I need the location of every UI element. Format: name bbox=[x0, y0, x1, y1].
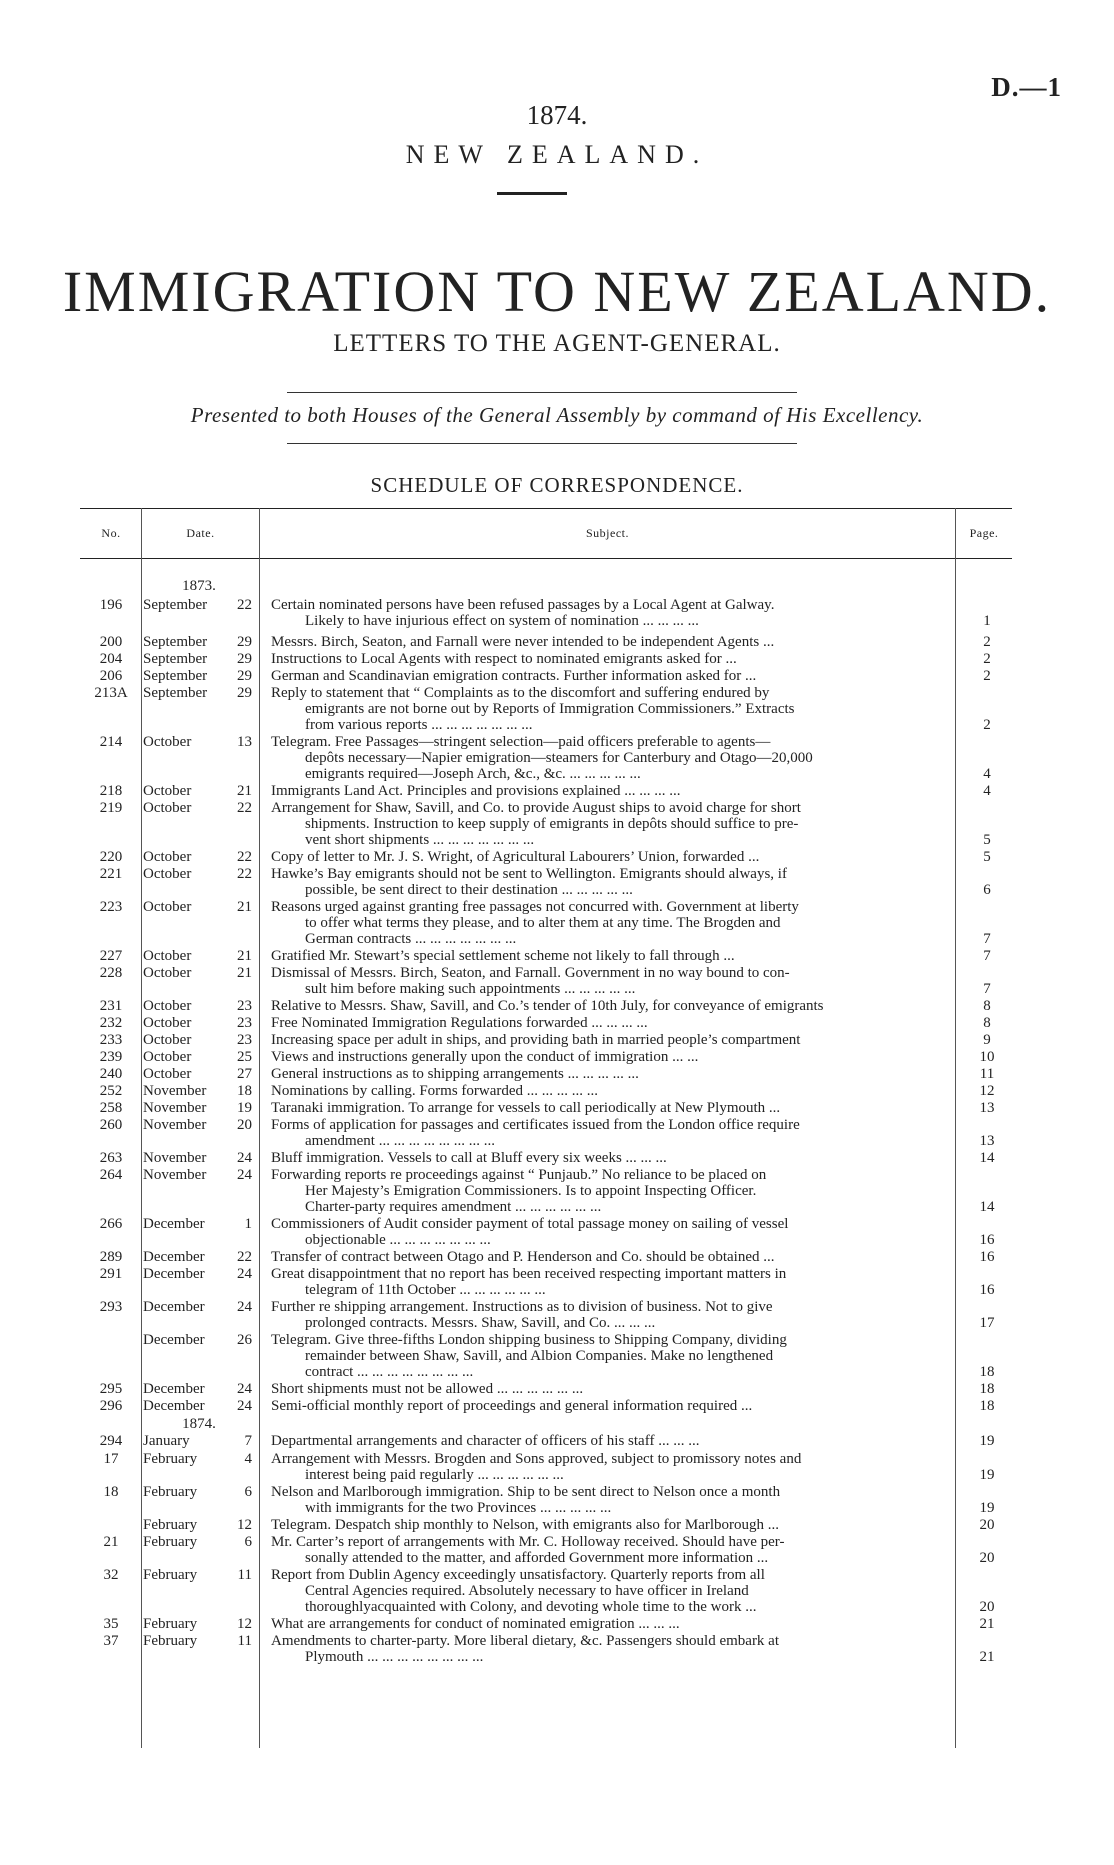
date-day: 22 bbox=[237, 849, 252, 865]
column-divider bbox=[259, 508, 260, 1748]
subject-line: Immigrants Land Act. Principles and provisions explained ... ... ... ... bbox=[271, 783, 681, 799]
date-month: October bbox=[143, 783, 192, 799]
subject-line: objectionable ... ... ... ... ... ... ... bbox=[305, 1232, 491, 1248]
letter-number: 223 bbox=[99, 899, 123, 915]
page-number: 5 bbox=[983, 849, 991, 865]
subject-line: Relative to Messrs. Shaw, Savill, and Co.’s tender of 10th July, for conveyance of emigrants bbox=[271, 998, 824, 1014]
subject bbox=[271, 1433, 947, 1449]
subject bbox=[271, 1049, 947, 1065]
letter-number: 263 bbox=[99, 1150, 123, 1166]
subject-line: Taranaki immigration. To arrange for vessels to call periodically at New Plymouth ... bbox=[271, 1100, 781, 1116]
letter-number: 206 bbox=[99, 668, 123, 684]
letter-number: 296 bbox=[99, 1398, 123, 1414]
page-number: 9 bbox=[983, 1032, 991, 1048]
subject bbox=[271, 1117, 947, 1149]
page-number: 21 bbox=[979, 1616, 995, 1632]
page-number: 18 bbox=[979, 1398, 995, 1414]
letter-number: 258 bbox=[99, 1100, 123, 1116]
page-number: 16 bbox=[979, 1282, 995, 1298]
page-number: 20 bbox=[979, 1550, 995, 1566]
subject-line: to offer what terms they please, and to alter them at any time. The Brogden and bbox=[305, 915, 781, 931]
date-month: October bbox=[143, 899, 192, 915]
date-month: December bbox=[143, 1216, 205, 1232]
subject bbox=[271, 1032, 947, 1048]
subject-line: Bluff immigration. Vessels to call at Bluff every six weeks ... ... ... bbox=[271, 1150, 667, 1166]
subject-line: remainder between Shaw, Savill, and Albion Companies. Make no lengthened bbox=[305, 1348, 774, 1364]
subject-line: telegram of 11th October ... ... ... ... ... ... bbox=[305, 1282, 546, 1298]
date-month: December bbox=[143, 1266, 205, 1282]
subject-line: Departmental arrangements and character of officers of his staff ... ... ... bbox=[271, 1433, 700, 1449]
table-header-rule bbox=[80, 558, 1012, 559]
date-day: 20 bbox=[237, 1117, 252, 1133]
subject-line: Increasing space per adult in ships, and providing bath in married people’s compartment bbox=[271, 1032, 801, 1048]
subject-line: depôts necessary—Napier emigration—steamers for Canterbury and Otago—20,000 bbox=[305, 750, 813, 766]
subject bbox=[271, 1066, 947, 1082]
subject bbox=[271, 948, 947, 964]
letter-number: 289 bbox=[99, 1249, 123, 1265]
subject-line: Report from Dublin Agency exceedingly unsatisfactory. Quarterly reports from all bbox=[271, 1567, 765, 1583]
page-number: 7 bbox=[983, 948, 991, 964]
letter-number: 214 bbox=[99, 734, 123, 750]
year-label: 1873. bbox=[182, 578, 216, 594]
date-day: 24 bbox=[237, 1299, 252, 1315]
subject-line: Transfer of contract between Otago and P. Henderson and Co. should be obtained ... bbox=[271, 1249, 775, 1265]
subject-line: possible, be sent direct to their destination ... ... ... ... ... bbox=[305, 882, 633, 898]
subject-line: German and Scandinavian emigration contracts. Further information asked for ... bbox=[271, 668, 757, 684]
date-month: September bbox=[143, 597, 208, 613]
subject bbox=[271, 685, 947, 733]
date-day: 24 bbox=[237, 1150, 252, 1166]
date-day: 27 bbox=[237, 1066, 252, 1082]
subject bbox=[271, 1266, 947, 1298]
subject bbox=[271, 783, 947, 799]
subject-line: amendment ... ... ... ... ... ... ... ... bbox=[305, 1133, 495, 1149]
letter-number: 239 bbox=[99, 1049, 123, 1065]
letter-number: 220 bbox=[99, 849, 123, 865]
date-day: 12 bbox=[237, 1616, 252, 1632]
subject-line: Nelson and Marlborough immigration. Ship to be sent direct to Nelson once a month bbox=[271, 1484, 781, 1500]
date-month: November bbox=[143, 1117, 207, 1133]
short-rule bbox=[497, 192, 567, 195]
date-day: 24 bbox=[237, 1167, 252, 1183]
subject bbox=[271, 1216, 947, 1248]
subject-line: prolonged contracts. Messrs. Shaw, Savill, and Co. ... ... ... bbox=[305, 1315, 656, 1331]
subject-line: Free Nominated Immigration Regulations forwarded ... ... ... ... bbox=[271, 1015, 648, 1031]
subject-line: with immigrants for the two Provinces ... ... ... ... ... bbox=[305, 1500, 612, 1516]
subject-line: Telegram. Free Passages—stringent selection—paid officers preferable to agents— bbox=[271, 734, 771, 750]
subject-line: Mr. Carter’s report of arrangements with Mr. C. Holloway received. Should have per- bbox=[271, 1534, 785, 1550]
date-month: September bbox=[143, 634, 208, 650]
letter-number: 233 bbox=[99, 1032, 123, 1048]
date-day: 23 bbox=[237, 1015, 252, 1031]
letter-number: 264 bbox=[99, 1167, 123, 1183]
subject-line: Gratified Mr. Stewart’s special settlement scheme not likely to fall through ... bbox=[271, 948, 735, 964]
subject-line: contract ... ... ... ... ... ... ... ... bbox=[305, 1364, 474, 1380]
letter-number: 252 bbox=[99, 1083, 123, 1099]
page-number: 2 bbox=[983, 634, 991, 650]
subject bbox=[271, 1299, 947, 1331]
subject-line: Plymouth ... ... ... ... ... ... ... ... bbox=[305, 1649, 484, 1665]
letter-number: 196 bbox=[99, 597, 123, 613]
subject-line: shipments. Instruction to keep supply of emigrants in depôts should suffice to pre- bbox=[305, 816, 799, 832]
letter-number: 293 bbox=[99, 1299, 123, 1315]
date-day: 25 bbox=[237, 1049, 252, 1065]
page-number: 1 bbox=[983, 613, 991, 629]
letter-number: 295 bbox=[99, 1381, 123, 1397]
page-number: 2 bbox=[983, 651, 991, 667]
date-month: October bbox=[143, 1015, 192, 1031]
date-month: December bbox=[143, 1249, 205, 1265]
date-month: October bbox=[143, 965, 192, 981]
subject-line: Copy of letter to Mr. J. S. Wright, of Agricultural Labourers’ Union, forwarded ... bbox=[271, 849, 760, 865]
page-number: 18 bbox=[979, 1364, 995, 1380]
page-number: 14 bbox=[979, 1199, 995, 1215]
page-number: 17 bbox=[979, 1315, 995, 1331]
page-number: 2 bbox=[983, 668, 991, 684]
date-month: November bbox=[143, 1167, 207, 1183]
letter-number: 204 bbox=[99, 651, 123, 667]
subject bbox=[271, 998, 947, 1014]
date-day: 21 bbox=[237, 899, 252, 915]
page-number: 21 bbox=[979, 1649, 995, 1665]
subject bbox=[271, 1534, 947, 1566]
date-month: October bbox=[143, 998, 192, 1014]
subject-line: sonally attended to the matter, and afforded Government more information ... bbox=[305, 1550, 769, 1566]
subject-line: Further re shipping arrangement. Instructions as to division of business. Not to give bbox=[271, 1299, 773, 1315]
date-day: 23 bbox=[237, 998, 252, 1014]
subject-line: Dismissal of Messrs. Birch, Seaton, and Farnall. Government in no way bound to con- bbox=[271, 965, 790, 981]
date-day: 22 bbox=[237, 597, 252, 613]
subject bbox=[271, 965, 947, 997]
header-date: Date. bbox=[186, 526, 215, 540]
letter-number: 213A bbox=[94, 685, 128, 701]
subject bbox=[271, 1633, 947, 1665]
page-number: 8 bbox=[983, 998, 991, 1014]
page-number: 11 bbox=[979, 1066, 995, 1082]
subject bbox=[271, 1083, 947, 1099]
subject-line: Central Agencies required. Absolutely necessary to have officer in Ireland bbox=[305, 1583, 749, 1599]
rule-below-presented bbox=[287, 443, 797, 444]
letter-number: 21 bbox=[103, 1534, 119, 1550]
subject-line: Likely to have injurious effect on system of nomination ... ... ... ... bbox=[305, 613, 699, 629]
subject-line: Amendments to charter-party. More liberal dietary, &c. Passengers should embark at bbox=[271, 1633, 780, 1649]
subject bbox=[271, 849, 947, 865]
subject-line: Charter-party requires amendment ... ... ... ... ... ... bbox=[305, 1199, 602, 1215]
date-day: 12 bbox=[237, 1517, 252, 1533]
letter-number: 227 bbox=[99, 948, 123, 964]
letter-number: 200 bbox=[99, 634, 123, 650]
date-month: November bbox=[143, 1150, 207, 1166]
letter-number: 231 bbox=[99, 998, 123, 1014]
date-month: October bbox=[143, 1066, 192, 1082]
date-day: 29 bbox=[237, 685, 252, 701]
date-day: 29 bbox=[237, 634, 252, 650]
subject-line: emigrants are not borne out by Reports of Immigration Commissioners.” Extracts bbox=[305, 701, 795, 717]
page-number: 19 bbox=[979, 1467, 995, 1483]
subject bbox=[271, 634, 947, 650]
date-month: October bbox=[143, 800, 192, 816]
subject bbox=[271, 668, 947, 684]
letter-number: 228 bbox=[99, 965, 123, 981]
page-number: 13 bbox=[979, 1100, 995, 1116]
date-month: December bbox=[143, 1381, 205, 1397]
date-month: September bbox=[143, 668, 208, 684]
date-day: 18 bbox=[237, 1083, 252, 1099]
date-day: 21 bbox=[237, 783, 252, 799]
date-day: 24 bbox=[237, 1266, 252, 1282]
letter-number: 260 bbox=[99, 1117, 123, 1133]
subject-line: Nominations by calling. Forms forwarded ... ... ... ... ... bbox=[271, 1083, 599, 1099]
date-month: December bbox=[143, 1299, 205, 1315]
rule-above-presented bbox=[287, 392, 797, 393]
subject-line: emigrants required—Joseph Arch, &c., &c. ... ... ... ... ... bbox=[305, 766, 641, 782]
header-page: Page. bbox=[969, 526, 999, 540]
date-month: December bbox=[143, 1332, 205, 1348]
page-reference: D.—1 bbox=[991, 72, 1062, 102]
subject bbox=[271, 1381, 947, 1397]
subject-line: Short shipments must not be allowed ... ... ... ... ... ... bbox=[271, 1381, 584, 1397]
subject-line: vent short shipments ... ... ... ... ... ... ... bbox=[305, 832, 535, 848]
subject bbox=[271, 1567, 947, 1615]
subject-line: from various reports ... ... ... ... ... ... ... bbox=[305, 717, 533, 733]
header-no: No. bbox=[101, 526, 121, 540]
date-month: February bbox=[143, 1567, 198, 1583]
date-day: 22 bbox=[237, 866, 252, 882]
letter-number: 218 bbox=[99, 783, 123, 799]
date-month: February bbox=[143, 1451, 198, 1467]
subject bbox=[271, 899, 947, 947]
letter-number: 221 bbox=[99, 866, 123, 882]
subject-line: Reply to statement that “ Complaints as to the discomfort and suffering endured by bbox=[271, 685, 770, 701]
subject bbox=[271, 1616, 947, 1632]
date-month: January bbox=[143, 1433, 190, 1449]
letter-number: 17 bbox=[103, 1451, 119, 1467]
date-day: 29 bbox=[237, 651, 252, 667]
subject-line: Hawke’s Bay emigrants should not be sent to Wellington. Emigrants should always, if bbox=[271, 866, 787, 882]
date-month: October bbox=[143, 1049, 192, 1065]
date-day: 22 bbox=[237, 800, 252, 816]
letter-number: 35 bbox=[103, 1616, 119, 1632]
subject-line: Views and instructions generally upon the conduct of immigration ... ... bbox=[271, 1049, 699, 1065]
subject bbox=[271, 800, 947, 848]
subject bbox=[271, 1484, 947, 1516]
date-day: 11 bbox=[237, 1633, 252, 1649]
date-day: 4 bbox=[244, 1451, 252, 1467]
subject-line: Messrs. Birch, Seaton, and Farnall were never intended to be independent Agents ... bbox=[271, 634, 775, 650]
date-day: 21 bbox=[237, 965, 252, 981]
page-number: 13 bbox=[979, 1133, 995, 1149]
country-heading: NEW ZEALAND. bbox=[405, 140, 709, 169]
page-number: 6 bbox=[983, 882, 991, 898]
subject-line: sult him before making such appointments ... ... ... ... ... bbox=[305, 981, 636, 997]
date-day: 19 bbox=[237, 1100, 252, 1116]
date-day: 1 bbox=[244, 1216, 252, 1232]
letter-number: 219 bbox=[99, 800, 123, 816]
date-month: October bbox=[143, 1032, 192, 1048]
subject bbox=[271, 1517, 947, 1533]
date-month: February bbox=[143, 1633, 198, 1649]
date-day: 6 bbox=[244, 1534, 252, 1550]
document-subtitle: LETTERS TO THE AGENT-GENERAL. bbox=[333, 330, 781, 357]
page-number: 4 bbox=[983, 766, 991, 782]
page-number: 12 bbox=[979, 1083, 995, 1099]
subject bbox=[271, 1015, 947, 1031]
subject-line: Certain nominated persons have been refused passages by a Local Agent at Galway. bbox=[271, 597, 775, 613]
page-number: 19 bbox=[979, 1500, 995, 1516]
date-month: October bbox=[143, 734, 192, 750]
header-subject: Subject. bbox=[586, 526, 629, 540]
letter-number: 32 bbox=[103, 1567, 119, 1583]
page-number: 20 bbox=[979, 1517, 995, 1533]
page-number: 19 bbox=[979, 1433, 995, 1449]
page-number: 7 bbox=[983, 931, 991, 947]
date-month: October bbox=[143, 866, 192, 882]
date-month: September bbox=[143, 685, 208, 701]
year-label: 1874. bbox=[182, 1416, 216, 1432]
date-month: February bbox=[143, 1517, 198, 1533]
date-month: February bbox=[143, 1534, 198, 1550]
document-title: IMMIGRATION TO NEW ZEALAND. bbox=[62, 259, 1052, 324]
date-month: October bbox=[143, 849, 192, 865]
letter-number: 37 bbox=[103, 1633, 119, 1649]
page-number: 16 bbox=[979, 1232, 995, 1248]
subject-line: Her Majesty’s Emigration Commissioners. Is to appoint Inspecting Officer. bbox=[305, 1183, 757, 1199]
date-day: 6 bbox=[244, 1484, 252, 1500]
letter-number: 266 bbox=[99, 1216, 123, 1232]
date-day: 24 bbox=[237, 1381, 252, 1397]
subject-line: thoroughlyacquainted with Colony, and devoting whole time to the work ... bbox=[305, 1599, 757, 1615]
subject-line: Great disappointment that no report has been received respecting important matters in bbox=[271, 1266, 787, 1282]
date-month: September bbox=[143, 651, 208, 667]
subject-line: Semi-official monthly report of proceedings and general information required ... bbox=[271, 1398, 753, 1414]
page-number: 20 bbox=[979, 1599, 995, 1615]
subject bbox=[271, 1332, 947, 1380]
subject-line: Arrangement with Messrs. Brogden and Sons approved, subject to promissory notes and bbox=[271, 1451, 802, 1467]
date-day: 7 bbox=[244, 1433, 252, 1449]
subject-line: Reasons urged against granting free passages not concurred with. Government at liberty bbox=[271, 899, 799, 915]
date-day: 24 bbox=[237, 1398, 252, 1414]
date-day: 13 bbox=[237, 734, 252, 750]
schedule-heading: SCHEDULE OF CORRESPONDENCE. bbox=[370, 473, 744, 497]
subject-line: What are arrangements for conduct of nominated emigration ... ... ... bbox=[271, 1616, 680, 1632]
date-day: 21 bbox=[237, 948, 252, 964]
letter-number: 232 bbox=[99, 1015, 123, 1031]
letter-number: 18 bbox=[103, 1484, 119, 1500]
date-day: 29 bbox=[237, 668, 252, 684]
letter-number: 294 bbox=[99, 1433, 123, 1449]
subject bbox=[271, 651, 947, 667]
year-heading: 1874. bbox=[526, 100, 588, 130]
subject bbox=[271, 1100, 947, 1116]
subject-line: Telegram. Give three-fifths London shipping business to Shipping Company, dividing bbox=[271, 1332, 787, 1348]
page-number: 14 bbox=[979, 1150, 995, 1166]
page-number: 2 bbox=[983, 717, 991, 733]
subject-line: Commissioners of Audit consider payment of total passage money on sailing of vessel bbox=[271, 1216, 789, 1232]
letter-number: 291 bbox=[99, 1266, 123, 1282]
subject-line: Forms of application for passages and certificates issued from the London office require bbox=[271, 1117, 800, 1133]
date-month: February bbox=[143, 1484, 198, 1500]
page-number: 7 bbox=[983, 981, 991, 997]
page-number: 5 bbox=[983, 832, 991, 848]
page-number: 8 bbox=[983, 1015, 991, 1031]
date-day: 11 bbox=[237, 1567, 252, 1583]
column-divider bbox=[955, 508, 956, 1748]
date-day: 26 bbox=[237, 1332, 252, 1348]
subject-line: Arrangement for Shaw, Savill, and Co. to provide August ships to avoid charge for short bbox=[271, 800, 801, 816]
page-number: 16 bbox=[979, 1249, 995, 1265]
subject bbox=[271, 1451, 947, 1483]
subject bbox=[271, 734, 947, 782]
date-month: December bbox=[143, 1398, 205, 1414]
subject bbox=[271, 597, 947, 629]
date-day: 22 bbox=[237, 1249, 252, 1265]
subject-line: Forwarding reports re proceedings against “ Punjaub.” No reliance to be placed on bbox=[271, 1167, 767, 1183]
subject-line: Telegram. Despatch ship monthly to Nelson, with emigrants also for Marlborough ... bbox=[271, 1517, 780, 1533]
date-month: November bbox=[143, 1100, 207, 1116]
subject-line: German contracts ... ... ... ... ... ... ... bbox=[305, 931, 517, 947]
letter-number: 240 bbox=[99, 1066, 123, 1082]
subject bbox=[271, 1249, 947, 1265]
date-month: October bbox=[143, 948, 192, 964]
presented-line: Presented to both Houses of the General Assembly by command of His Excellency. bbox=[190, 403, 924, 427]
date-month: November bbox=[143, 1083, 207, 1099]
subject bbox=[271, 1150, 947, 1166]
subject-line: Instructions to Local Agents with respect to nominated emigrants asked for ... bbox=[271, 651, 737, 667]
page-number: 10 bbox=[979, 1049, 995, 1065]
date-day: 23 bbox=[237, 1032, 252, 1048]
table-top-rule bbox=[80, 508, 1012, 509]
subject-line: interest being paid regularly ... ... ... ... ... ... bbox=[305, 1467, 564, 1483]
page-number: 4 bbox=[983, 783, 991, 799]
date-month: February bbox=[143, 1616, 198, 1632]
subject bbox=[271, 1167, 947, 1215]
subject bbox=[271, 866, 947, 898]
page-number: 18 bbox=[979, 1381, 995, 1397]
subject-line: General instructions as to shipping arrangements ... ... ... ... ... bbox=[271, 1066, 639, 1082]
subject bbox=[271, 1398, 947, 1414]
